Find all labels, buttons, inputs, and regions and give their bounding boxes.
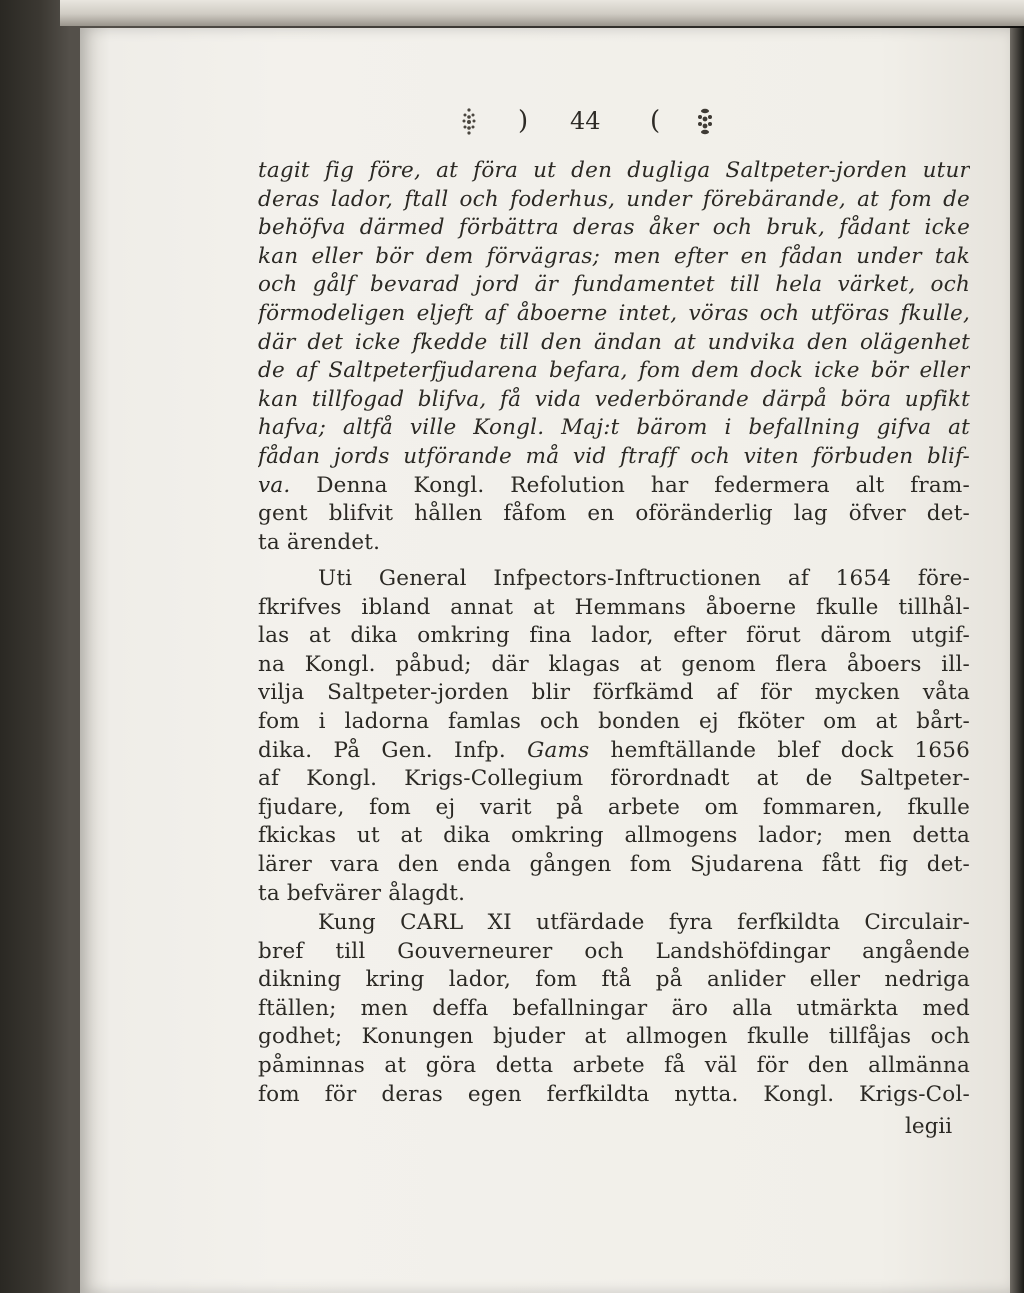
text-line-mixed (258, 737, 970, 766)
text-line: kan tillfogad blifva, få vida vederbörande därpå böra upfikt (258, 386, 970, 412)
text-line: ta ärendet. (258, 529, 381, 555)
text-line: kan eller bör dem förvägras; men efter en fådan under tak (258, 243, 970, 269)
text-fragment-roman: hemftällande blef dock 1656 (589, 737, 970, 763)
binding-shadow (1010, 28, 1024, 1293)
catchword: legii (905, 1114, 953, 1139)
text-fragment-roman: dika. På Gen. Infp. (258, 737, 528, 763)
ornament-right-icon (696, 106, 714, 136)
text-line: vilja Saltpeter-jorden blir förfkämd af för mycken våta (258, 680, 970, 706)
header-right-paren: ( (650, 106, 661, 136)
paragraph-1 (258, 157, 970, 557)
text-fragment-italic: va. (258, 472, 291, 498)
text-line: där det icke fkedde till den ändan at undvika den olägenhet (258, 329, 970, 355)
text-line: gent blifvit hållen fåfom en oföränderlig lag öfver det- (258, 501, 970, 527)
text-line: na Kongl. påbud; där klagas at genom flera åboers ill- (258, 651, 970, 677)
paragraph-3 (258, 909, 970, 1109)
text-line: behöfva därmed förbättra deras åker och bruk, fådant icke (258, 215, 970, 241)
text-line: lärer vara den enda gången fom Sjudarena fått fig det- (258, 851, 970, 877)
text-line: påminnas at göra detta arbete få väl för den allmänna (258, 1052, 970, 1078)
text-line: ftällen; men deffa befallningar äro alla utmärkta med (258, 995, 970, 1021)
text-line: deras lador, ftall och foderhus, under förebärande, at fom de (258, 186, 970, 212)
text-line: och gålf bevarad jord är fundamentet till hela värket, och (258, 272, 970, 298)
text-line: fkrifves ibland annat at Hemmans åboerne fkulle tillhål- (258, 594, 970, 620)
text-line: förmodeligen eljeft af åboerne intet, vöras och utföras fkulle, (258, 300, 970, 326)
running-header (470, 104, 830, 144)
text-line: godhet; Konungen bjuder at allmogen fkulle tillfåjas och (258, 1024, 970, 1050)
text-fragment-italic: Gams (527, 737, 590, 763)
text-line: fom i ladorna famlas och bonden ej fköter om at bårt- (258, 708, 970, 734)
text-line: de af Saltpeterfjudarena befara, fom dem dock icke bör eller (258, 358, 970, 384)
text-line: Uti General Infpectors-Inftructionen af 1654 före- (318, 566, 970, 591)
text-line: Kung CARL XI utfärdade fyra ferfkildta Circulair- (318, 910, 970, 935)
paragraph-2 (258, 565, 970, 908)
ornament-left-icon (460, 106, 478, 136)
text-line: fkickas ut at dika omkring allmogens lador; men detta (258, 823, 970, 849)
text-line: las at dika omkring fina lador, efter förut därom utgif- (258, 623, 970, 649)
text-line: fjudare, fom ej varit på arbete om fommaren, fkulle (258, 794, 970, 820)
text-line: fom för deras egen ferfkildta nytta. Kongl. Krigs-Col- (258, 1081, 970, 1107)
text-line-mixed (258, 472, 970, 501)
page-number: 44 (570, 107, 601, 135)
text-line: af Kongl. Krigs-Collegium förordnadt at de Saltpeter- (258, 766, 970, 792)
text-line: dikning kring lador, fom ftå på anlider eller nedriga (258, 967, 970, 993)
text-line: ta befvärer ålagdt. (258, 880, 466, 906)
header-left-paren: ) (518, 106, 529, 136)
text-line: bref till Gouverneurer och Landshöfdingar angående (258, 938, 970, 964)
text-line: hafva; altfå ville Kongl. Maj:t bärom i befallning gifva at (258, 415, 970, 441)
text-line: tagit fig före, at föra ut den dugliga Saltpeter-jorden utur (258, 158, 970, 183)
text-fragment-roman: Denna Kongl. Refolution har federmera alt fram- (316, 472, 970, 498)
page-top-edge (60, 0, 1024, 26)
text-line: fådan jords utförande må vid ftraff och viten förbuden blif- (258, 443, 970, 469)
